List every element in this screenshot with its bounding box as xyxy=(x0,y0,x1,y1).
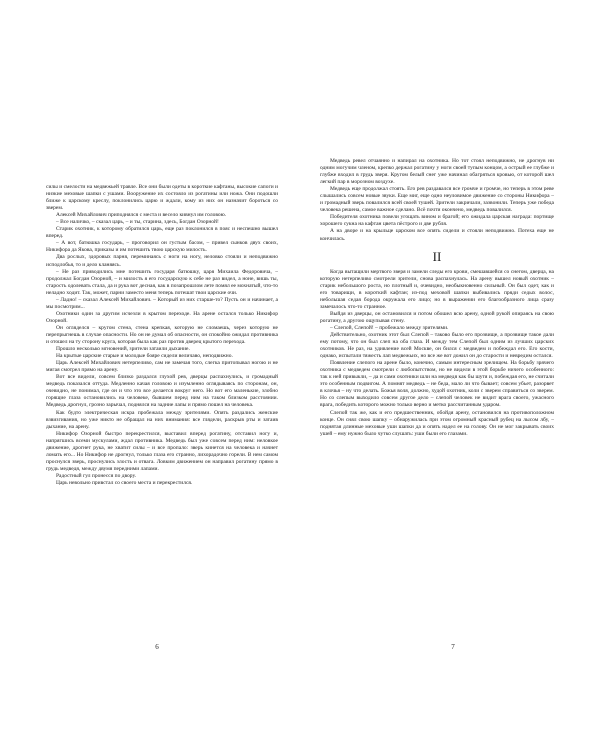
paragraph: Вот все видели, совсем близко раздался глухой рев, дверцы распахнулись, и громадный медведь показался оттуда. Медленно качая головою и изумленно оглядываясь по сторонам, он, очевидно, не понимал, где он и что это все делается вокруг него. Но вот его маленькие, злобно горящие глаза остановились на человеке, бывшем перед ним на таком близком расстоянии. Медведь дрогнул, грозно зарычал, поднялся на задние лапы и прямо пошел на человека. xyxy=(46,374,278,409)
paragraph: Он огляделся – кругом стена, стена крепкая, которую не сломаешь, через которую не перепрыгнешь в случае опасности. Но он не думал об опасности, он спокойно ожидал противника и отошел на ту сторону круга, которая была как раз против дверец крытого перехода. xyxy=(46,324,278,346)
paragraph: Радостный гул пронесся по двору. xyxy=(56,472,137,479)
paragraph: А на дворе и на крыльце царском все опять сидели и стояли неподвижно. Потеха еще не кончилась. xyxy=(320,228,554,242)
paragraph: Выйдя из дверцы, он остановился и потом обошел всю арену, одной рукой опираясь на свою рогатину, а другою ощупывая стену. xyxy=(320,310,554,324)
right-page xyxy=(300,0,600,750)
paragraph: Слепой так же, как и его предшественник, обойдя арену, остановился на противоположном конце. Он снял свою шапку – обнаружилась при этом огромный красный рубец на лысом лбу, – поднятая длинные меховые уши шапки да и опять надел ее на голову. Он не мог закрывать своих ушей – ему нужно было чутко слушать: уши были его глазами. xyxy=(320,409,554,437)
paragraph: Алексей Михайлович приподнялся с места и весело кивнул им головою. xyxy=(56,212,227,219)
paragraph: Царь Алексей Михайлович нетерпеливо, сам не замечая того, слегка притопывал ногою и не мигая смотрел прямо на арену. xyxy=(46,360,278,374)
paragraph: Победителя охотника повели угощать вином и брагой; его ожидала царская награда: портище хорошего сукна на кафтан цвета пёстрого и две рубля. xyxy=(320,214,554,228)
paragraph: Появление слепого на арене было, конечно, самым интересным зрелищем. На борьбу зрячего охотника с медведем смотрели с любопытством, но не видели в этой борьбе ничего особенного: так к ней привыкли, – да и сами охотники шли на медведя как бы шутя и, побеждая его, не считали это особенным подвигом. А помнят медведь – не беда, мало ли что бывает; совсем убьет, разорвет в клочья – ну что делать. Божья воля, должно, худой охотник, коли с зверем справиться со зверем. Но со слепым выходило совсем другое дело – слепой человек не видит врага своего, ужасного врага, победить которого можно только верно и метко рассчитанным ударом. xyxy=(320,360,554,409)
paragraph: Два рослых, здоровых парня, переминаясь с ноги на ногу, неловко стояли и неподвижно исподлобья, то и дело кланяясь. xyxy=(46,254,278,268)
right-page-text xyxy=(320,158,554,598)
page-number-left: 6 xyxy=(155,643,159,651)
paragraph: Никифор Озорной быстро перекрестился, выставил вперед рогатину, отставил ногу и, напрягшись всеми мускулами, ждал противника. Медведь был уже совсем перед ним: неловкое движение, дрогнет рука, не хватит силы – и все пропало: зверь кинется на человека и начнет ломать его... Но Никифор не дрогнул, только глаза его странно, лихорадочно горели. В нем самом проснулся зверь, проснулись злость и отвага. Ловким движением он направил рогатину прямо в грудь медведя, между двумя передними лапами. xyxy=(46,430,278,472)
paragraph: Когда вытащили мертвого зверя и замели следы его крови, смешавшейся со снегом, дверца, на которую нетерпеливо смотрели зрители, снова распахнулась. На арену вышел новый охотник – старик небольшого роста, но плотный и, очевидно, необыкновенно сильный. Он был одет, как и его товарищи, в короткий кафтан; из-под меховой шапки выбивались пряди седых волос, небольшая седая борода окружала его лицо; но в выражении его благообразного лица сразу замечалось что-то странное. xyxy=(320,268,554,310)
chapter-number: II xyxy=(432,248,442,264)
paragraph: – Все наличко, – сказал царь, – и ты, старина, здесь, Богдан Озорной! xyxy=(56,219,219,226)
paragraph: – Не раз приводились мне потешить государя батюшку, царя Михаила Федоровича, – продолжал Богдан Озорной, – и милость я его государскую к себе не раз видел, а ноне, вишь ты, старость одолевать стала, да и рука вот десная, как в позапрошлом лете помял ее мохнатый, что-то неладно ходит. Так, может, парни заместо меня теперь потешат твои царские очи. xyxy=(46,268,278,296)
paragraph: Как будто электрическая искра пробежала между зрителями. Опять раздались женские взвизгивания, но уже никто не обращал на них внимания: все глядели, раскрыв рты и затаив дыхание, на арену. xyxy=(46,409,278,430)
paragraph: – А вот, батюшка государь, – проговорил он густым басом, – привел сынков двух своих, Никифора да Якова, приказы и им потешить твою царскую милость. xyxy=(46,240,278,254)
paragraph: Охотники один за другим исчезли в крытом переходе. На арене остался только Никифор Озорной. xyxy=(46,310,278,324)
paragraph: Действительно, охотник этот был Слепой – таково было его прозвище, а прозвище такое дали ему потому, что он был слеп на оба глаза. И между тем Слепой был одним из лучших царских охотников. Не раз, на удивление всей Москве, он бился с медведем и побеждал его. Его кости, однако, испытали тяжесть лап медвежьих, но все же вот дожил он до старости и невредим остался. xyxy=(320,331,554,360)
page-number-right: 7 xyxy=(451,643,455,651)
paragraph: Царь невольно привстал со своего места и перекрестился. xyxy=(56,479,193,486)
paragraph: – Слепой, Слепой! – пробежало между зрителями. xyxy=(330,324,449,331)
paragraph: Медведь ревел отчаянно и напирал на охотника. Но тот стоял неподвижно, не дрогнув ни одним могучим членом, крепко держал рогатину у ноги своей тупым концом, а острый ее глубже и глубже входил в грудь зверя. Кругом белый снег уже начинал обагряться кровью, от которой шел легкий пар в морозном воздухе. xyxy=(320,158,554,186)
paragraph: – Ладно! – сказал Алексей Михайлович. – Который из них старше-то? Пусть он и начинает, а мы посмотрим... xyxy=(46,296,278,310)
left-page-text xyxy=(46,184,278,604)
paragraph: Медведь еще продолжал стоять. Его рев раздавался все громче и громче, но теперь в этом реве слышались совсем новые звуки. Еще миг, еще одно неуловимое движение со стороны Никифора – и громадный зверь повалился всей своей тушей. Зрители закричали, зазвонили. Теперь уже победа человека решена, самое важное сделано. Всё почти окончено, медведь повалился. xyxy=(320,186,554,214)
paragraph: Прошло несколько мгновений, зрители затаили дыхание. xyxy=(56,346,190,353)
paragraph: На крытые царские старые и молодые бояре сидели величаво, неподвижно. xyxy=(56,353,233,360)
paragraph: силы и смелости на медвежьей травле. Все они были одеты в короткие кафтаны, высокие сапоги и низкие меховые шапки с ушами. Вооружение их состояло из рогатины или ножа. Они подошли ближе к царскому креслу, поклонились царю и ждали, кому из них он назначит бороться со зверем. xyxy=(46,184,278,212)
paragraph: Старик охотник, к которому обратился царь, еще раз поклонился в пояс и неспешно вышел вперед. xyxy=(46,226,278,240)
